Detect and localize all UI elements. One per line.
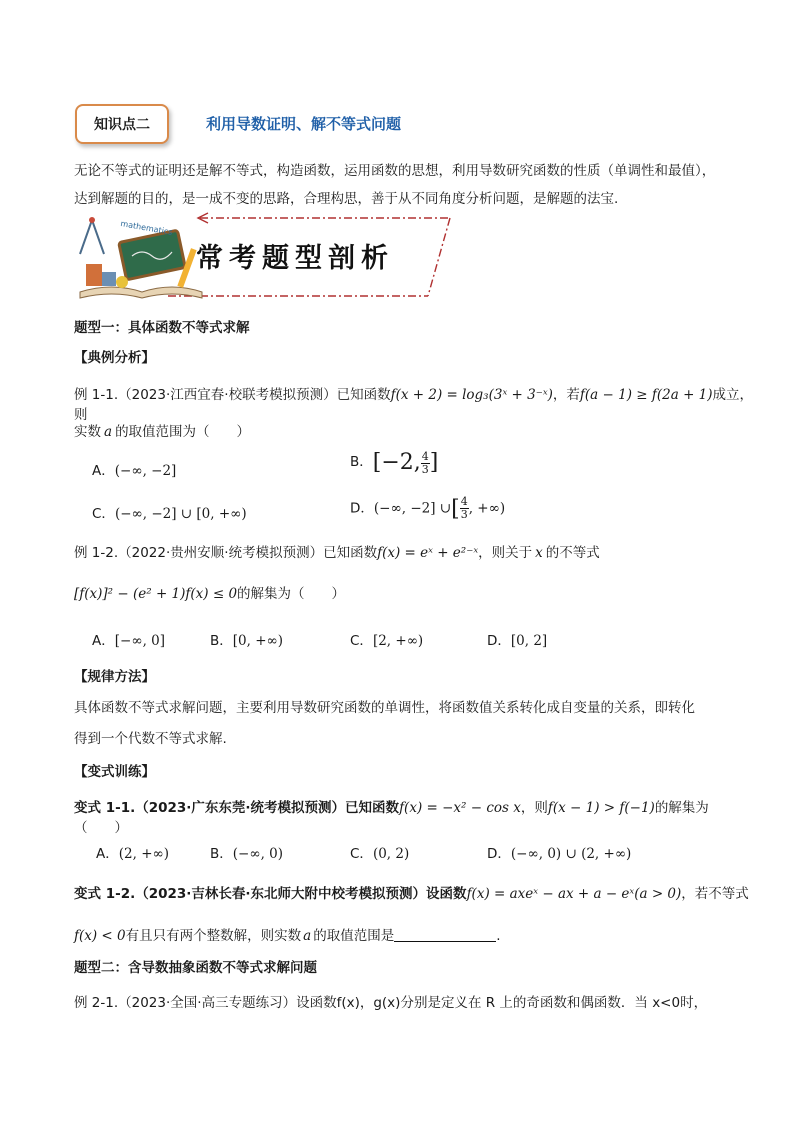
option-value: (−∞, 0) ∪ (2, +∞) — [510, 846, 632, 862]
example-1-2-inequality: [f(x)]² − (e² + 1)f(x) ≤ 0 — [74, 586, 238, 602]
variant-1-1-formula: f(x) = −x² − cos x — [399, 800, 521, 816]
option-value: [−∞, 0] — [114, 633, 166, 649]
option-value: (−∞, −2] ∪ [0, +∞) — [114, 506, 247, 522]
example-1-1-mid: ，若 — [552, 387, 580, 403]
example-1-1-line-1 — [74, 385, 754, 425]
variant-1-2-mid: 有且只有两个整数解，则实数 — [125, 928, 302, 944]
option-value: (2, +∞) — [118, 846, 170, 862]
method-line-2: 得到一个代数不等式求解. — [74, 731, 227, 747]
option-label: D． — [487, 633, 511, 649]
variant-1-2-variable: a — [303, 928, 312, 944]
option-value: (0, 2) — [372, 846, 410, 862]
variant-1-1-prefix: 变式 1-1.（2023·广东东莞·统考模拟预测）已知函数 — [74, 800, 400, 816]
example-1-2-line-1 — [74, 543, 754, 563]
option-label: C． — [92, 506, 115, 522]
option-value: [−2, $\frac{4}{3}$ ] — [372, 449, 439, 476]
option-value: [0, +∞) — [232, 633, 284, 649]
option-label: B． — [210, 633, 233, 649]
variant-1-2-line-1 — [74, 884, 754, 904]
variant-1-1-condition: f(x − 1) > f(−1) — [547, 800, 655, 816]
option-label: A． — [92, 463, 115, 479]
option-label: D． — [350, 500, 374, 517]
example-1-2-option-d[interactable] — [487, 629, 547, 649]
variant-1-1-option-d[interactable] — [487, 842, 631, 862]
variant-1-2-inequality: f(x) < 0 — [74, 928, 126, 944]
example-1-1-option-a[interactable] — [92, 459, 176, 479]
variant-1-1-option-c[interactable] — [350, 842, 409, 862]
example-1-2-question: 的解集为（ ） — [237, 586, 346, 602]
example-1-2-prefix: 例 1-2.（2022·贵州安顺·统考模拟预测）已知函数 — [74, 545, 378, 561]
example-1-2-formula: f(x) = eˣ + e²⁻ˣ — [377, 545, 479, 561]
example-1-2-line-2 — [74, 584, 754, 604]
example-1-2-option-b[interactable] — [210, 629, 283, 649]
option-value: [0, 2] — [510, 633, 548, 649]
option-value-end: , +∞) — [468, 500, 506, 517]
variant-1-2-period: . — [496, 928, 501, 944]
option-label: C． — [350, 633, 373, 649]
method-line-1: 具体函数不等式求解问题，主要利用导数研究函数的单调性，将函数值关系转化成自变量的关系，即转化 — [74, 700, 695, 716]
knowledge-point-title: 利用导数证明、解不等式问题 — [206, 115, 402, 133]
example-1-1-option-b[interactable] — [350, 450, 438, 476]
example-1-2-option-a[interactable] — [92, 629, 165, 649]
example-1-1-formula: f(x + 2) = log₃(3ˣ + 3⁻ˣ) — [390, 387, 553, 403]
example-1-1-suffix: 成立，则 — [74, 387, 754, 423]
option-value: (−∞, −2] ∪ — [373, 500, 452, 517]
example-1-1-variable: a — [104, 424, 113, 440]
variant-heading: 【变式训练】 — [74, 764, 155, 780]
intro-line-2: 达到解题的目的，是一成不变的思路，合理构思，善于从不同角度分析问题，是解题的法宝. — [74, 191, 619, 207]
banner-title: 常考题型剖析 — [196, 243, 394, 274]
variant-1-1-option-a[interactable] — [96, 842, 169, 862]
type2-heading: 题型二：含导数抽象函数不等式求解问题 — [74, 960, 317, 976]
example-1-2-option-c[interactable] — [350, 629, 423, 649]
option-value: (−∞, 0) — [232, 846, 284, 862]
answer-blank[interactable] — [394, 927, 496, 942]
example-2-1-line: 例 2-1.（2023·全国·高三专题练习）设函数f(x)，g(x)分别是定义在 R 上的奇函数和偶函数．当 x<0时， — [74, 995, 708, 1011]
option-value-bracket: [ — [451, 496, 460, 522]
method-heading: 【规律方法】 — [74, 669, 155, 685]
example-1-2-variable: x — [535, 545, 543, 561]
variant-1-2-formula: f(x) = axeˣ − ax + a − eˣ(a > 0) — [466, 886, 682, 902]
example-1-1-line-2 — [74, 422, 754, 442]
option-label: D． — [487, 846, 511, 862]
intro-line-1: 无论不等式的证明还是解不等式，构造函数，运用函数的思想，利用导数研究函数的性质（单调性和最值）， — [74, 163, 716, 179]
example-1-1-line2-text: 实数 — [74, 424, 101, 440]
example-1-2-suffix: 的不等式 — [545, 545, 600, 561]
example-1-1-question: 的取值范围为（ ） — [115, 424, 251, 440]
variant-1-2-question: 的取值范围是 — [313, 928, 395, 944]
example-1-1-option-c[interactable] — [92, 502, 247, 522]
option-label: B． — [210, 846, 233, 862]
variant-1-1-line — [74, 798, 754, 838]
banner-board-text: mathematics — [119, 219, 174, 237]
variant-1-1-mid: ，则 — [520, 800, 548, 816]
type1-heading: 题型一：具体函数不等式求解 — [74, 320, 250, 336]
knowledge-point-tag — [75, 104, 169, 144]
knowledge-point-tag-label: 知识点二 — [94, 117, 150, 133]
example-1-1-option-d[interactable]: D．(−∞, −2] ∪[ $\frac{4}{3}$ , +∞) — [350, 495, 506, 522]
example-1-1-condition: f(a − 1) ≥ f(2a + 1) — [579, 387, 713, 403]
variant-1-1-option-b[interactable] — [210, 842, 283, 862]
option-label: B． — [350, 454, 373, 470]
option-label: C． — [350, 846, 373, 862]
example-1-2-mid: ，则关于 — [478, 545, 533, 561]
variant-1-1-suffix: 的解集为（ ） — [74, 800, 709, 836]
example-1-1-prefix: 例 1-1.（2023·江西宜春·校联考模拟预测）已知函数 — [74, 387, 391, 403]
variant-1-2-line-2 — [74, 926, 754, 946]
option-value: [2, +∞) — [372, 633, 424, 649]
option-value: (−∞, −2] — [114, 463, 177, 479]
variant-1-2-suffix: ，若不等式 — [681, 886, 749, 902]
option-label: A． — [96, 846, 119, 862]
option-label: A． — [92, 633, 115, 649]
variant-1-2-prefix: 变式 1-2.（2023·吉林长春·东北师大附中校考模拟预测）设函数 — [74, 886, 467, 902]
type1-example-heading: 【典例分析】 — [74, 350, 155, 366]
